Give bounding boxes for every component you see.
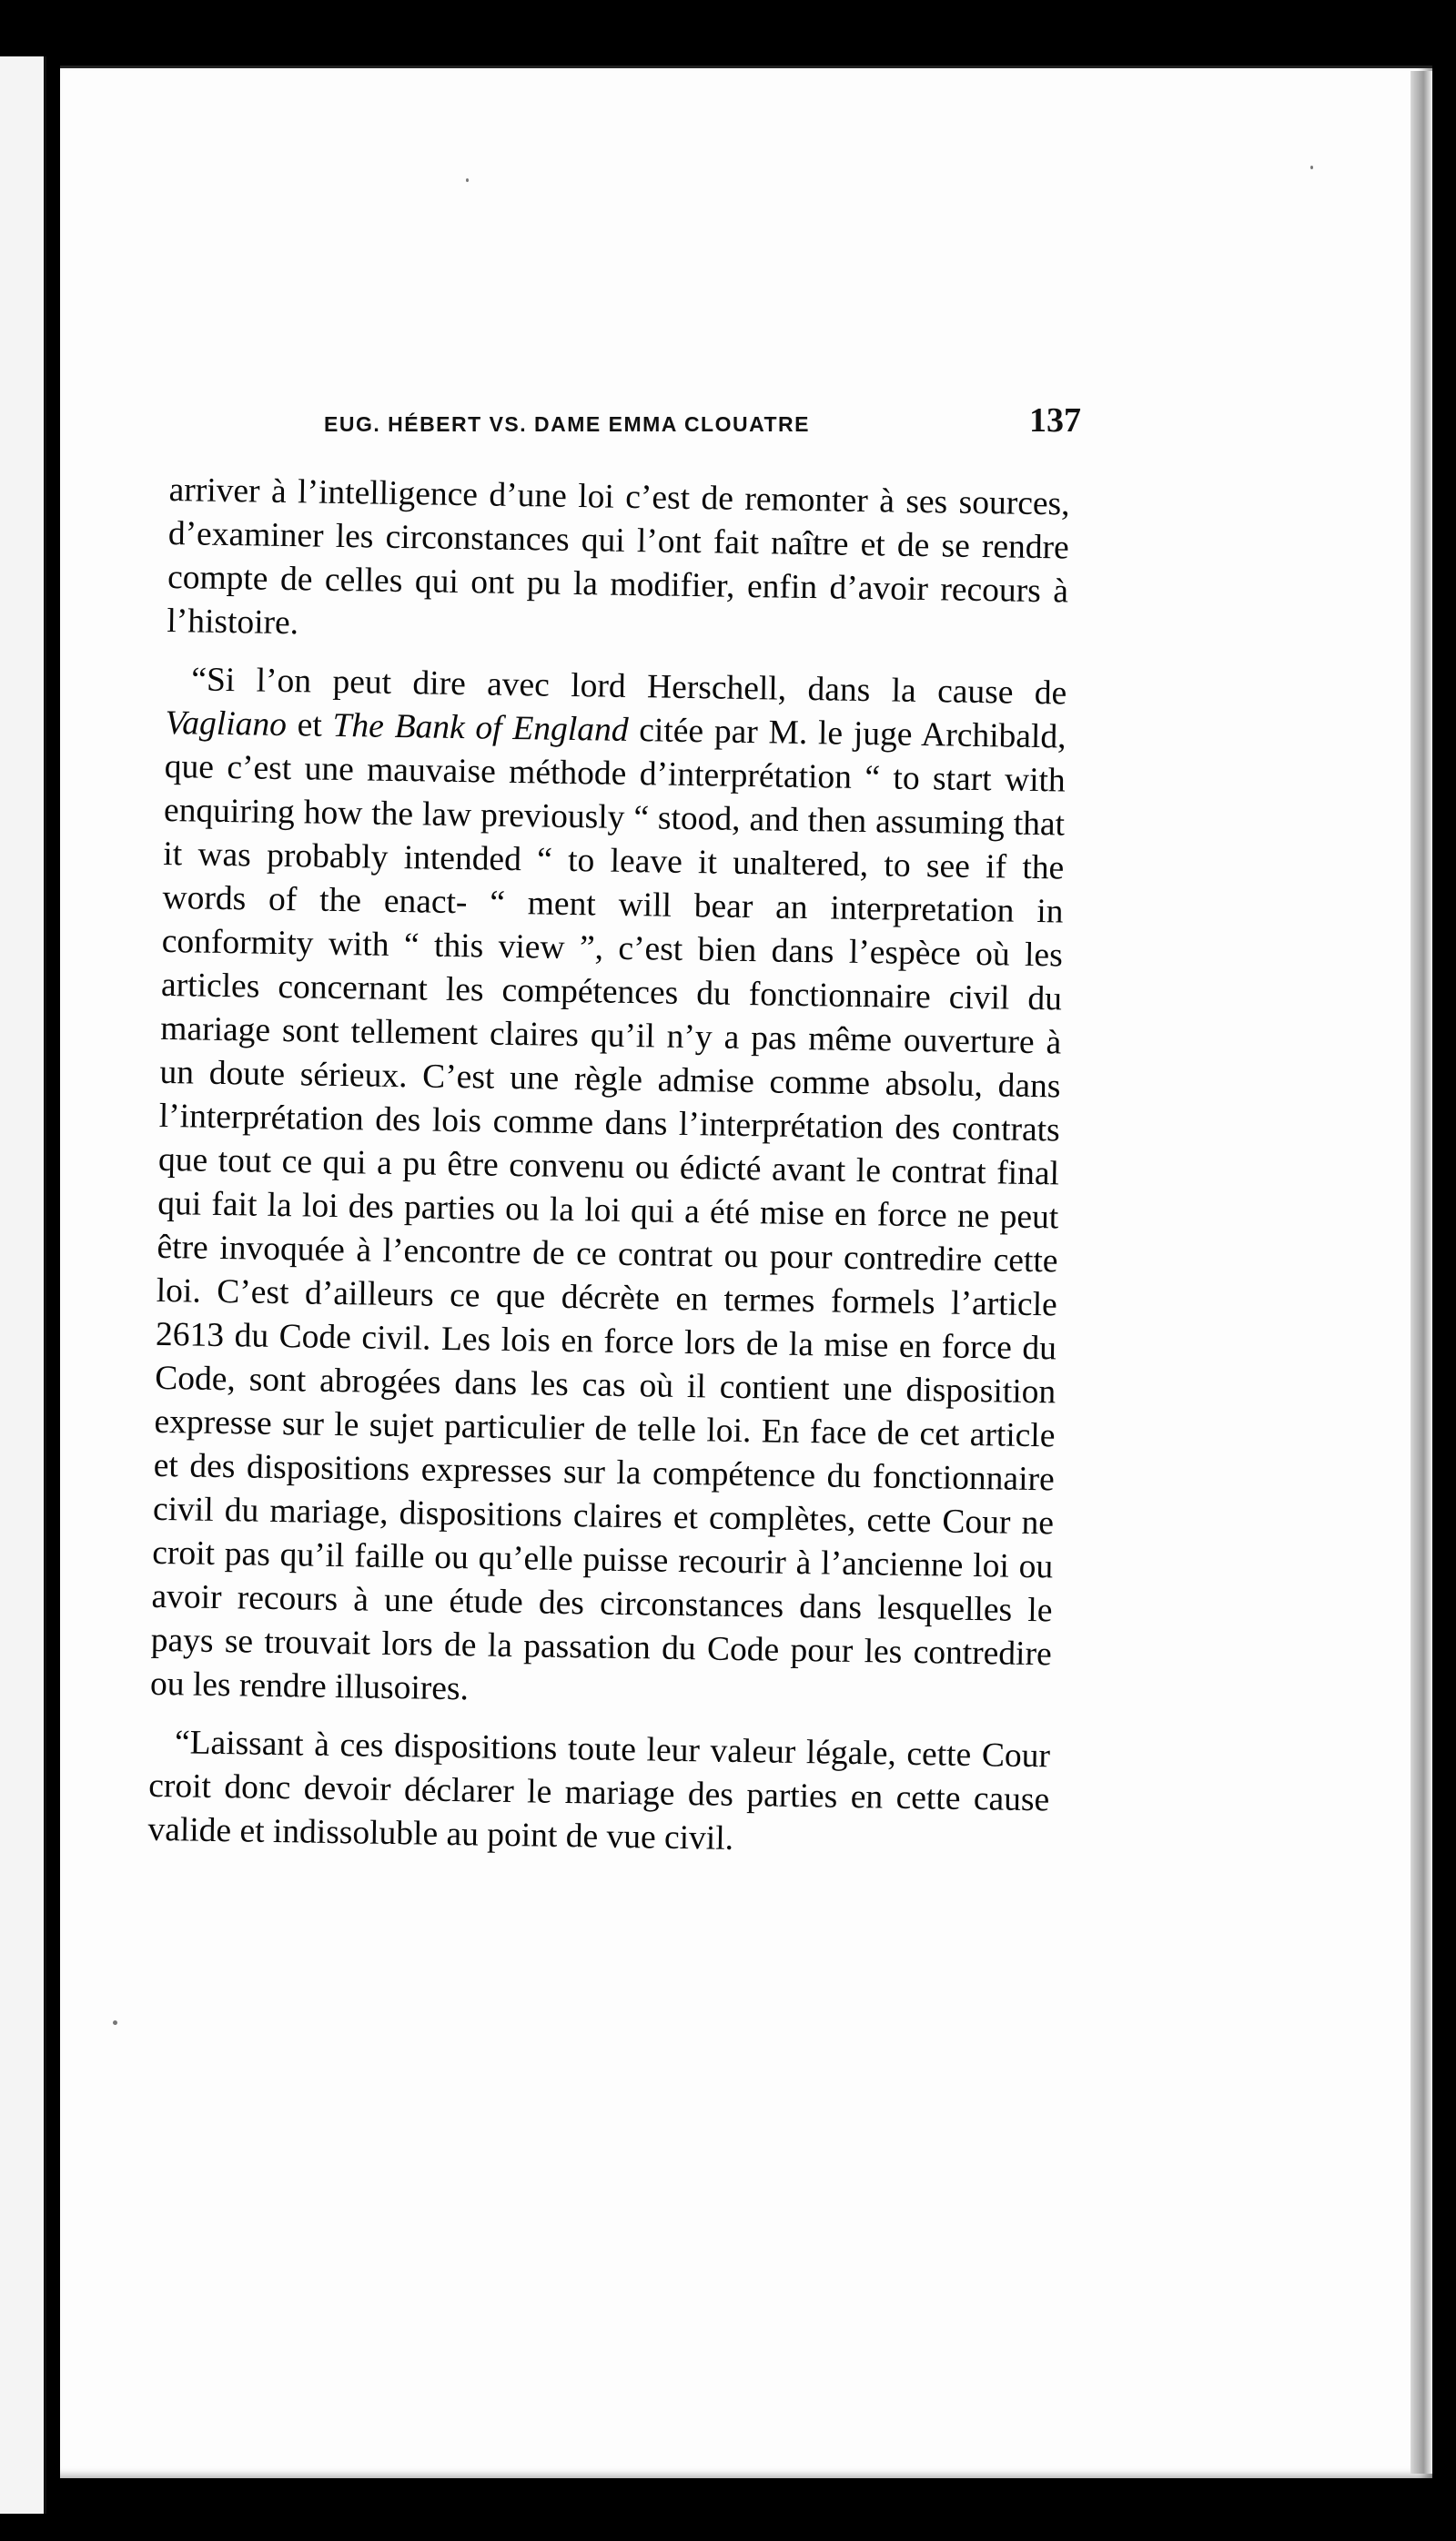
body-text: [147, 469, 1070, 1880]
case-name-italic: The Bank of England: [332, 706, 629, 749]
running-head: [324, 400, 1081, 440]
paragraph-text-segment: et: [286, 706, 333, 744]
page-number: 137: [1029, 401, 1081, 440]
running-title: EUG. HÉBERT VS. DAME EMMA CLOUATRE: [324, 412, 811, 436]
paragraph-continuation: arriver à l’intelligence d’une loi c’est de remonter à ses sources, d’examiner les circonstances qui l’ont fait naître et de se rendre compte de celles qui ont pu la modifier, enfin d’avoir recours à l’histoire.: [167, 471, 1070, 643]
adjacent-page-edge: [0, 56, 46, 2514]
paragraph-quoted-judgment: [150, 658, 1067, 1720]
paragraph-text-segment: “Si l’on peut dire avec lord Herschell, dans la cause de: [191, 661, 1067, 713]
case-name-italic: Vagliano: [165, 704, 288, 744]
dust-speck: [1310, 166, 1313, 169]
page-fore-edge-shadow: [1410, 71, 1432, 2474]
dust-speck: [113, 2020, 117, 2025]
paragraph-conclusion: “Laissant à ces dispositions toute leur valeur légale, cette Cour croit donc devoir déclarer le mariage des parties en cette cause valide et indissoluble au point de vue civil.: [147, 1724, 1051, 1858]
dust-speck: [466, 178, 469, 182]
paragraph-text-segment: citée par M. le juge Archibald, que c’est une mauvaise méthode d’interprétation “ to start with enquiring how the law previously “ stood, and then assuming that it was probably intended “ to leave it unaltered, to see if the words of the enact- “ ment will bear an interpretation in conformity with “ this view ”, c’est bien dans l’espèce où les articles concernant les compétences du fonctionnaire civil du mariage sont tellement claires qu’il n’y a pas même ouverture à un doute sérieux. C’est une règle admise comme absolu, dans l’interprétation des lois comme dans l’interprétation des contrats que tout ce qui a pu être convenu ou édicté avant le contrat final qui fait la loi des parties ou la loi qui a été mise en force ne peut être invoquée à l’encontre de ce contrat ou pour contredire cette loi. C’est d’ailleurs ce que décrète en termes formels l’article 2613 du Code civil. Les lois en force lors de la mise en force du Code, sont abrogées dans les cas où il contient une disposition expresse sur le sujet particulier de telle loi. En face de cet article et des dispositions expresses sur la compétence du fonctionnaire civil du mariage, dispositions claires et complètes, cette Cour ne croit pas qu’il faille ou qu’elle puisse recourir à l’ancienne loi ou avoir recours à une étude des circonstances dans lesquelles le pays se trouvait lors de la passation du Code pour les contredire ou les rendre illusoires.: [149, 711, 1067, 1708]
